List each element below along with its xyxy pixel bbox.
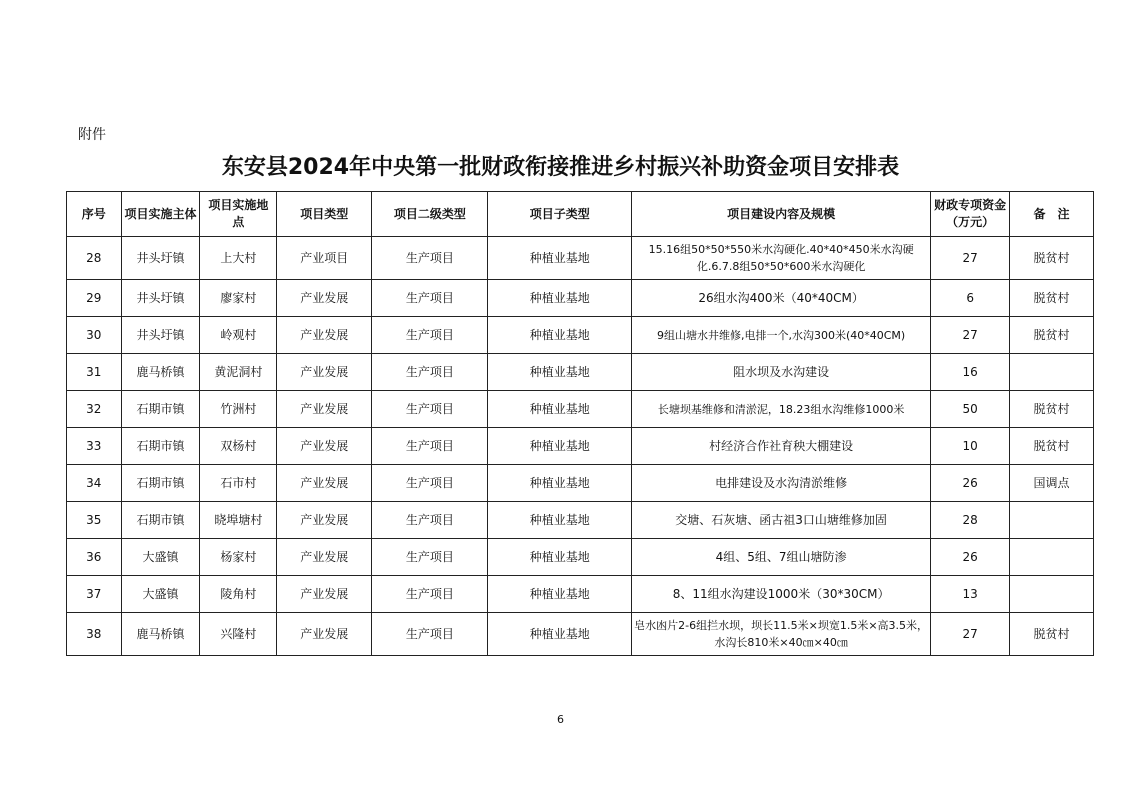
cell-sub-type-2: 生产项目	[372, 237, 488, 280]
cell-funds: 28	[931, 502, 1010, 539]
cell-sub-type-2: 生产项目	[372, 428, 488, 465]
header-funds: 财政专项资金（万元）	[931, 192, 1010, 237]
cell-sub-type-2: 生产项目	[372, 502, 488, 539]
cell-remarks	[1010, 576, 1094, 613]
header-subject: 项目实施主体	[121, 192, 200, 237]
cell-sub-type-2: 生产项目	[372, 539, 488, 576]
table-row	[67, 465, 1094, 502]
project-table	[66, 191, 1094, 656]
cell-funds: 26	[931, 539, 1010, 576]
cell-location: 晓埠塘村	[200, 502, 277, 539]
cell-type: 产业发展	[277, 354, 372, 391]
header-remarks: 备 注	[1010, 192, 1094, 237]
cell-funds: 26	[931, 465, 1010, 502]
cell-sub-type: 种植业基地	[488, 613, 632, 656]
cell-sub-type: 种植业基地	[488, 237, 632, 280]
cell-content: 8、11组水沟建设1000米（30*30CM）	[632, 576, 931, 613]
cell-seq: 36	[67, 539, 122, 576]
cell-sub-type: 种植业基地	[488, 576, 632, 613]
cell-type: 产业项目	[277, 237, 372, 280]
cell-content: 皂水凼片2-6组拦水坝，坝长11.5米×坝宽1.5米×高3.5米，水沟长810米×40㎝×40㎝	[632, 613, 931, 656]
cell-seq: 32	[67, 391, 122, 428]
cell-sub-type: 种植业基地	[488, 317, 632, 354]
cell-sub-type-2: 生产项目	[372, 465, 488, 502]
cell-funds: 10	[931, 428, 1010, 465]
cell-seq: 35	[67, 502, 122, 539]
cell-funds: 50	[931, 391, 1010, 428]
document-title: 东安县2024年中央第一批财政衔接推进乡村振兴补助资金项目安排表	[221, 155, 900, 180]
header-sub-type-2: 项目二级类型	[372, 192, 488, 237]
cell-sub-type-2: 生产项目	[372, 576, 488, 613]
cell-type: 产业发展	[277, 502, 372, 539]
cell-subject: 石期市镇	[121, 391, 200, 428]
cell-type: 产业发展	[277, 465, 372, 502]
cell-seq: 34	[67, 465, 122, 502]
cell-remarks: 脱贫村	[1010, 613, 1094, 656]
cell-type: 产业发展	[277, 391, 372, 428]
cell-content: 交塘、石灰塘、函古祖3口山塘维修加固	[632, 502, 931, 539]
cell-location: 石市村	[200, 465, 277, 502]
cell-content: 15.16组50*50*550米水沟硬化.40*40*450米水沟硬化.6.7.8组50*50*600米水沟硬化	[632, 237, 931, 280]
cell-location: 竹洲村	[200, 391, 277, 428]
cell-sub-type-2: 生产项目	[372, 354, 488, 391]
cell-sub-type-2: 生产项目	[372, 391, 488, 428]
cell-sub-type: 种植业基地	[488, 354, 632, 391]
cell-seq: 31	[67, 354, 122, 391]
table-row	[67, 354, 1094, 391]
cell-subject: 石期市镇	[121, 465, 200, 502]
cell-remarks: 脱贫村	[1010, 317, 1094, 354]
cell-location: 兴隆村	[200, 613, 277, 656]
cell-sub-type: 种植业基地	[488, 502, 632, 539]
cell-sub-type: 种植业基地	[488, 280, 632, 317]
header-content: 项目建设内容及规模	[632, 192, 931, 237]
cell-seq: 38	[67, 613, 122, 656]
table-row	[67, 391, 1094, 428]
cell-subject: 井头圩镇	[121, 317, 200, 354]
cell-location: 廖家村	[200, 280, 277, 317]
cell-subject: 大盛镇	[121, 539, 200, 576]
cell-content: 电排建设及水沟清淤维修	[632, 465, 931, 502]
attachment-label: 附件	[78, 127, 106, 143]
cell-type: 产业发展	[277, 613, 372, 656]
cell-content: 村经济合作社育秧大棚建设	[632, 428, 931, 465]
cell-subject: 大盛镇	[121, 576, 200, 613]
cell-funds: 27	[931, 317, 1010, 354]
cell-seq: 33	[67, 428, 122, 465]
cell-seq: 37	[67, 576, 122, 613]
cell-location: 黄泥洞村	[200, 354, 277, 391]
cell-location: 双杨村	[200, 428, 277, 465]
cell-type: 产业发展	[277, 539, 372, 576]
table-row	[67, 576, 1094, 613]
cell-remarks	[1010, 502, 1094, 539]
cell-remarks: 国调点	[1010, 465, 1094, 502]
cell-sub-type-2: 生产项目	[372, 280, 488, 317]
cell-remarks	[1010, 539, 1094, 576]
cell-sub-type: 种植业基地	[488, 428, 632, 465]
cell-location: 上大村	[200, 237, 277, 280]
table-row	[67, 539, 1094, 576]
cell-type: 产业发展	[277, 317, 372, 354]
cell-type: 产业发展	[277, 428, 372, 465]
cell-funds: 27	[931, 613, 1010, 656]
table-row	[67, 613, 1094, 656]
cell-location: 岭观村	[200, 317, 277, 354]
header-seq: 序号	[67, 192, 122, 237]
cell-remarks	[1010, 354, 1094, 391]
page-number: 6	[557, 713, 564, 726]
cell-sub-type: 种植业基地	[488, 465, 632, 502]
cell-remarks: 脱贫村	[1010, 428, 1094, 465]
cell-location: 杨家村	[200, 539, 277, 576]
cell-type: 产业发展	[277, 280, 372, 317]
cell-sub-type-2: 生产项目	[372, 613, 488, 656]
header-type: 项目类型	[277, 192, 372, 237]
cell-subject: 井头圩镇	[121, 280, 200, 317]
cell-location: 陵角村	[200, 576, 277, 613]
table-row	[67, 317, 1094, 354]
table-row	[67, 237, 1094, 280]
cell-funds: 16	[931, 354, 1010, 391]
cell-subject: 鹿马桥镇	[121, 613, 200, 656]
cell-seq: 28	[67, 237, 122, 280]
cell-funds: 6	[931, 280, 1010, 317]
cell-subject: 鹿马桥镇	[121, 354, 200, 391]
cell-subject: 石期市镇	[121, 428, 200, 465]
table-row	[67, 428, 1094, 465]
cell-content: 4组、5组、7组山塘防渗	[632, 539, 931, 576]
cell-content: 9组山塘水井维修,电排一个,水沟300米(40*40CM)	[632, 317, 931, 354]
header-sub-type: 项目子类型	[488, 192, 632, 237]
table-row	[67, 502, 1094, 539]
cell-remarks: 脱贫村	[1010, 237, 1094, 280]
cell-content: 26组水沟400米（40*40CM）	[632, 280, 931, 317]
table-row	[67, 280, 1094, 317]
cell-content: 阻水坝及水沟建设	[632, 354, 931, 391]
cell-seq: 29	[67, 280, 122, 317]
cell-sub-type-2: 生产项目	[372, 317, 488, 354]
cell-sub-type: 种植业基地	[488, 539, 632, 576]
cell-funds: 27	[931, 237, 1010, 280]
cell-remarks: 脱贫村	[1010, 280, 1094, 317]
cell-subject: 井头圩镇	[121, 237, 200, 280]
table-header-row	[67, 192, 1094, 237]
cell-sub-type: 种植业基地	[488, 391, 632, 428]
cell-seq: 30	[67, 317, 122, 354]
cell-content: 长塘坝基维修和清淤泥，18.23组水沟维修1000米	[632, 391, 931, 428]
header-location: 项目实施地点	[200, 192, 277, 237]
cell-type: 产业发展	[277, 576, 372, 613]
cell-remarks: 脱贫村	[1010, 391, 1094, 428]
cell-subject: 石期市镇	[121, 502, 200, 539]
cell-funds: 13	[931, 576, 1010, 613]
